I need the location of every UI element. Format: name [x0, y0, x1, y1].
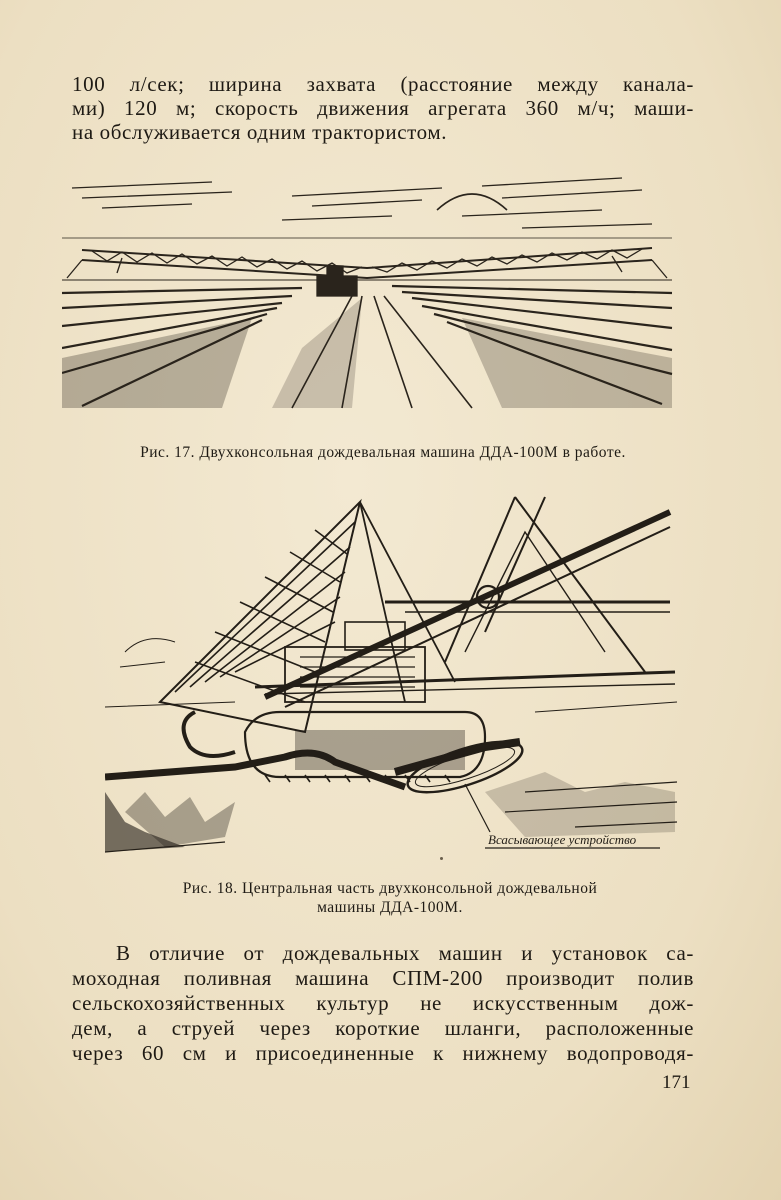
- figure-18-illustration: [105, 492, 677, 860]
- figure-17-illustration: [62, 168, 674, 410]
- text-line: сельскохозяйственных культур не искусственным дож-: [72, 991, 694, 1015]
- text-line: В отличие от дождевальных машин и установок са-: [116, 941, 694, 965]
- text-line: на обслуживается одним трактористом.: [72, 120, 448, 144]
- text-line: 100 л/сек; ширина захвата (расстояние между канала-: [72, 72, 694, 96]
- caption-line: машины ДДА-100М.: [317, 899, 463, 916]
- text-line: через 60 см и присоединенные к нижнему водопроводя-: [72, 1041, 694, 1065]
- figure-17-caption: Рис. 17. Двухконсольная дождевальная машина ДДА-100М в работе.: [140, 444, 626, 461]
- page-number: 171: [662, 1072, 691, 1093]
- text-line: ми) 120 м; скорость движения агрегата 360 м/ч; маши-: [72, 96, 694, 120]
- print-speck: [440, 857, 443, 860]
- text-line: моходная поливная машина СПМ-200 производит полив: [72, 966, 694, 990]
- figure-18-label: Всасывающее устройство: [488, 832, 637, 847]
- text-line: дем, а струей через короткие шланги, расположенные: [72, 1016, 694, 1040]
- bottom-paragraph: [72, 941, 694, 1066]
- figure-18-caption: [100, 879, 680, 917]
- top-paragraph: [72, 72, 694, 144]
- caption-line: Рис. 18. Центральная часть двухконсольной дождевальной: [182, 880, 598, 897]
